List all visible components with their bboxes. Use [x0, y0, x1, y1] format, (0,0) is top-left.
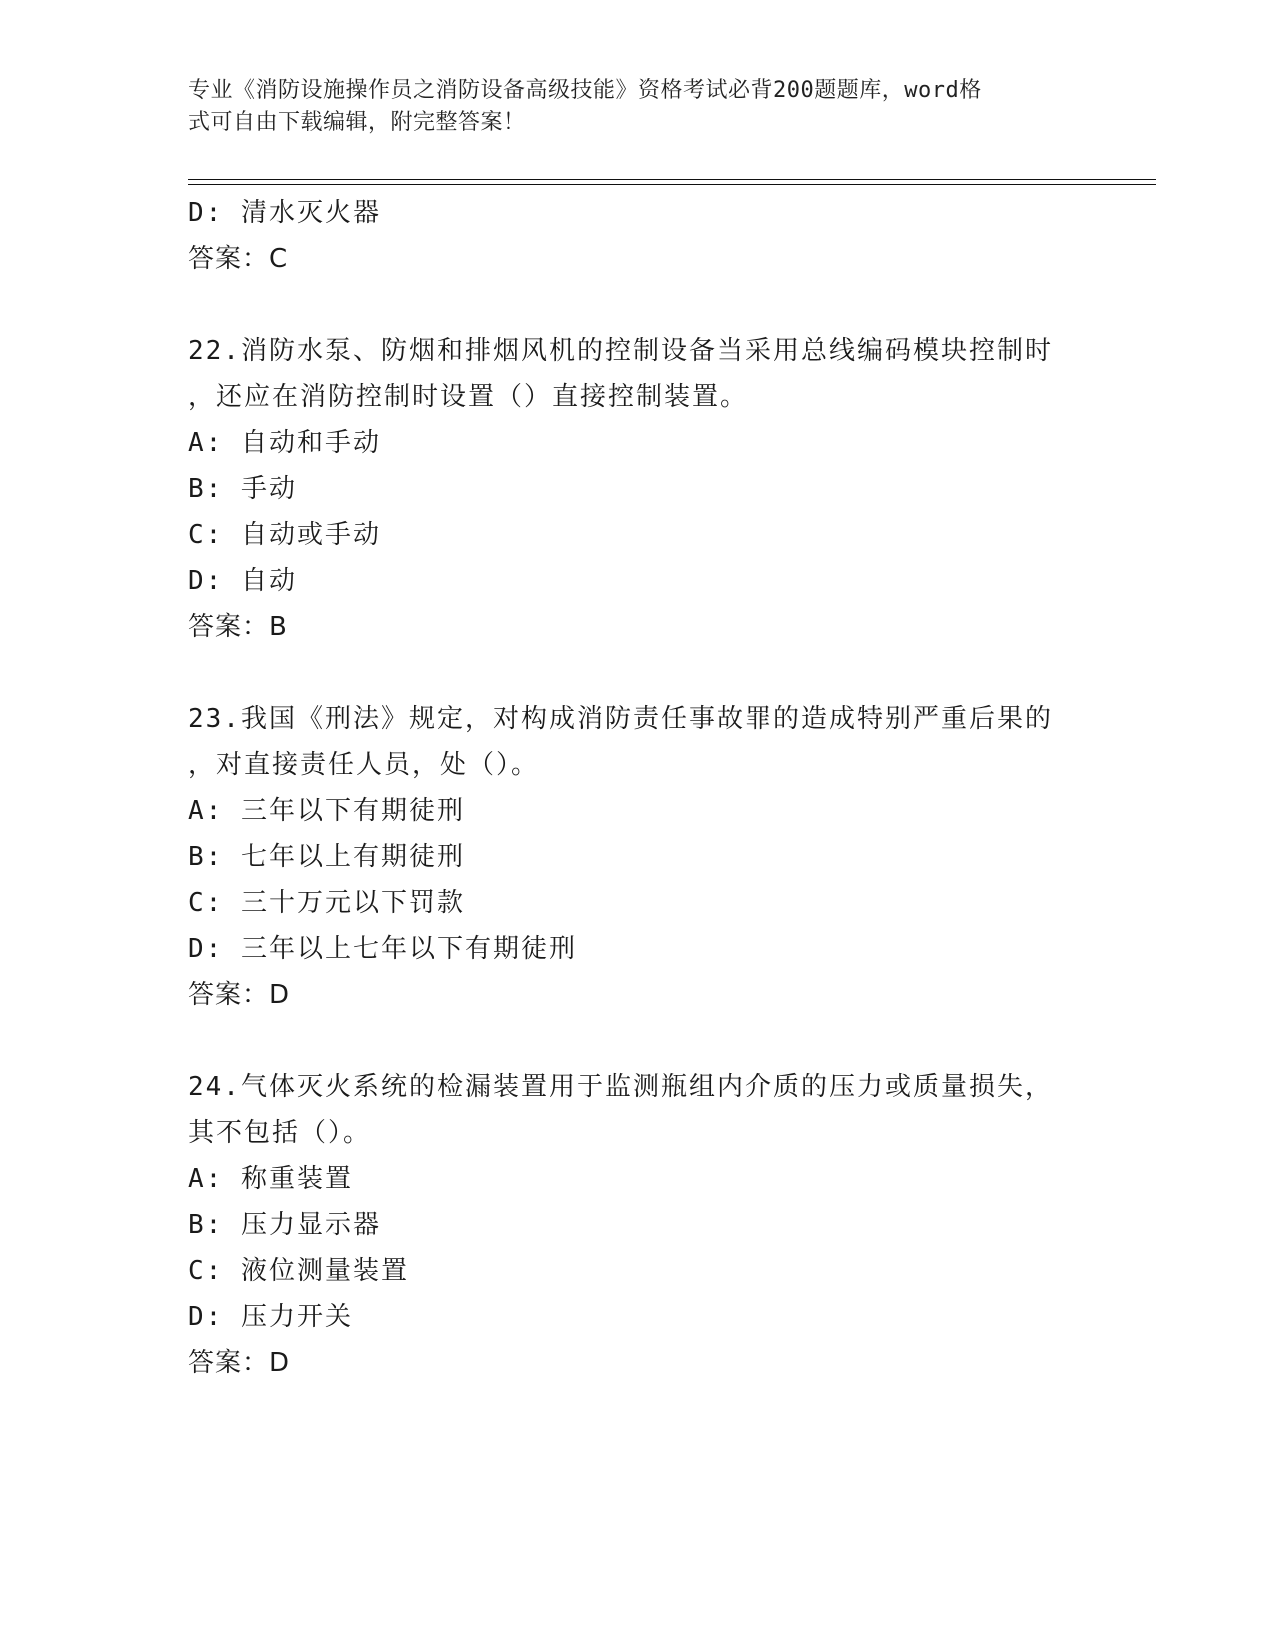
header-line-2: 式可自由下载编辑，附完整答案！	[188, 110, 526, 135]
header-divider-bottom	[188, 184, 1156, 185]
document-header	[188, 75, 1068, 139]
answer: 答案：D	[188, 1348, 291, 1378]
header-divider-top	[188, 179, 1156, 180]
question-24	[188, 1064, 1088, 1386]
option-d: D: 自动	[188, 566, 297, 596]
option-c: C: 自动或手动	[188, 520, 381, 550]
option-a: A: 自动和手动	[188, 428, 381, 458]
question-23	[188, 696, 1088, 1018]
question-stem: 22.消防水泵、防烟和排烟风机的控制设备当采用总线编码模块控制时	[188, 336, 1053, 366]
option-d: D: 三年以上七年以下有期徒刑	[188, 934, 577, 964]
question-stem: ，还应在消防控制时设置（）直接控制装置。	[188, 382, 749, 412]
question-22	[188, 328, 1088, 650]
prev-option-d: D: 清水灭火器	[188, 198, 381, 228]
question-stem: 其不包括（）。	[188, 1118, 372, 1148]
question-list	[188, 190, 1088, 1386]
answer: 答案：D	[188, 980, 291, 1010]
question-stem: 23.我国《刑法》规定，对构成消防责任事故罪的造成特别严重后果的	[188, 704, 1053, 734]
spacer	[188, 650, 1088, 696]
option-b: B: 手动	[188, 474, 297, 504]
question-stem: ，对直接责任人员，处（）。	[188, 750, 540, 780]
option-b: B: 压力显示器	[188, 1210, 381, 1240]
answer: 答案：B	[188, 612, 288, 642]
spacer	[188, 282, 1088, 328]
option-a: A: 三年以下有期徒刑	[188, 796, 465, 826]
question-stem: 24.气体灭火系统的检漏装置用于监测瓶组内介质的压力或质量损失，	[188, 1072, 1053, 1102]
option-b: B: 七年以上有期徒刑	[188, 842, 465, 872]
prev-answer: 答案：C	[188, 244, 289, 274]
option-c: C: 液位测量装置	[188, 1256, 409, 1286]
spacer	[188, 1018, 1088, 1064]
option-a: A: 称重装置	[188, 1164, 353, 1194]
option-c: C: 三十万元以下罚款	[188, 888, 465, 918]
option-d: D: 压力开关	[188, 1302, 353, 1332]
header-line-1: 专业《消防设施操作员之消防设备高级技能》资格考试必背200题题库，word格	[188, 78, 982, 103]
